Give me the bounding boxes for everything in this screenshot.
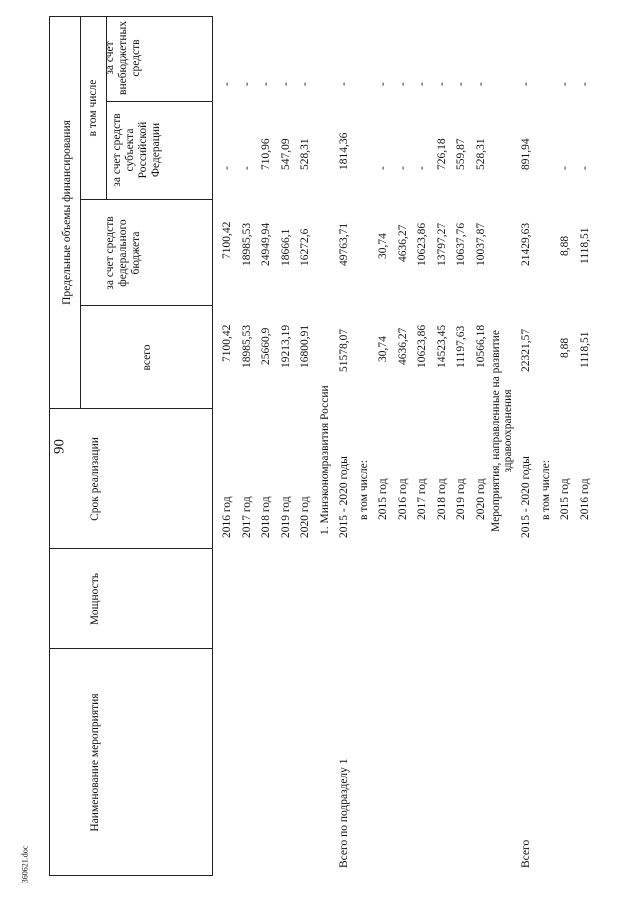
- total-cell: 7100,42: [221, 324, 233, 362]
- total-cell: 18985,53: [240, 324, 253, 368]
- period-cell: 2015 - 2020 годы: [338, 456, 350, 538]
- header-financing: Предельные объемы финансирования: [61, 120, 73, 305]
- name-cell: Всего по подразделу 1: [338, 758, 350, 868]
- table-row: [280, 16, 300, 876]
- rotated-table-frame: [49, 16, 595, 876]
- table-row: [260, 16, 280, 876]
- extra-cell: -: [240, 82, 253, 86]
- federal-cell: 7100,42: [221, 221, 233, 259]
- total-cell: 11197,63: [455, 325, 467, 368]
- extra-cell: -: [578, 82, 591, 86]
- col-divider-capacity: [49, 648, 212, 649]
- table-row: [299, 16, 319, 876]
- regional-cell: 1814,36: [338, 132, 350, 170]
- federal-cell: 4636,27: [396, 224, 409, 262]
- col-divider-period: [49, 548, 212, 549]
- table-row-total: [520, 16, 540, 876]
- table-row: [377, 16, 397, 876]
- header-name: Наименование мероприятия: [89, 693, 101, 832]
- period-cell: 2015 год: [559, 478, 571, 520]
- table-top-border: [49, 16, 50, 876]
- extra-cell: -: [416, 82, 428, 86]
- extra-cell: -: [279, 82, 292, 86]
- extra-cell: -: [520, 82, 532, 86]
- total-cell: 10566,18: [474, 324, 487, 368]
- footer-document-code: 360621.doc: [20, 845, 30, 884]
- period-cell: 2019 год: [279, 496, 292, 538]
- total-cell: 30,74: [377, 336, 389, 362]
- regional-cell: 710,96: [260, 138, 272, 170]
- federal-cell: 16272,6: [299, 228, 311, 266]
- regional-cell: 891,94: [520, 138, 532, 170]
- period-cell: в том числе:: [357, 460, 370, 520]
- extra-cell: -: [455, 82, 467, 86]
- header-federal: за счет средств федерального бюджета: [104, 216, 142, 290]
- table-row: [221, 16, 241, 876]
- regional-cell: -: [221, 166, 233, 170]
- regional-cell: -: [396, 166, 409, 170]
- federal-cell: 10623,86: [416, 222, 428, 266]
- total-cell: 14523,45: [435, 324, 448, 368]
- period-cell: в том числе:: [539, 460, 552, 520]
- regional-cell: 528,31: [299, 138, 311, 170]
- period-cell: 2016 год: [221, 496, 233, 538]
- table-row-total: [338, 16, 358, 876]
- table-row: [416, 16, 436, 876]
- extra-cell: -: [474, 82, 487, 86]
- table-row: [397, 16, 417, 876]
- extra-cell: -: [299, 82, 311, 86]
- regional-cell: -: [559, 166, 571, 170]
- federal-cell: 1118,51: [578, 227, 591, 264]
- regional-cell: 547,09: [279, 138, 292, 170]
- period-cell: 2016 год: [396, 478, 409, 520]
- extra-cell: -: [559, 82, 571, 86]
- header-bottom-border: [212, 16, 213, 876]
- federal-cell: 24949,94: [260, 222, 272, 266]
- section-heading: Мероприятия, направленные на развитие здравоохранения: [490, 330, 514, 532]
- federal-cell: 13797,27: [435, 222, 448, 266]
- period-cell: 2020 год: [474, 478, 487, 520]
- total-cell: 51578,07: [338, 328, 350, 372]
- period-cell: 2018 год: [260, 496, 272, 538]
- period-cell: 2015 - 2020 годы: [520, 456, 532, 538]
- section-heading: 1. Минэкономразвития России: [318, 385, 331, 535]
- page-number: 90: [51, 439, 68, 454]
- federal-cell: 49763,71: [338, 222, 350, 266]
- regional-cell: 726,18: [435, 138, 448, 170]
- extra-cell: -: [260, 82, 272, 86]
- period-cell: 2015 год: [377, 478, 389, 520]
- extra-cell: -: [377, 82, 389, 86]
- federal-cell: 18985,53: [240, 222, 253, 266]
- total-cell: 8,88: [559, 337, 571, 358]
- total-cell: 19213,19: [279, 324, 292, 368]
- federal-cell: 30,74: [377, 233, 389, 259]
- name-cell: Всего: [520, 839, 532, 868]
- table-left-border: [49, 875, 212, 876]
- header-including: в том числе: [87, 79, 99, 137]
- regional-cell: -: [377, 166, 389, 170]
- federal-cell: 18666,1: [279, 228, 292, 266]
- regional-cell: -: [416, 166, 428, 170]
- extra-cell: -: [435, 82, 448, 86]
- federal-cell: 8,88: [559, 235, 571, 256]
- extra-cell: -: [338, 82, 350, 86]
- table-row: [436, 16, 456, 876]
- table-row: [579, 16, 596, 876]
- header-capacity: Мощность: [89, 572, 101, 626]
- section-heading-row: [319, 16, 339, 876]
- header-regional: за счет средств субъекта Российской Федерации: [111, 113, 162, 187]
- total-cell: 25660,9: [260, 327, 272, 365]
- period-cell: 2019 год: [455, 478, 467, 520]
- table-row: [455, 16, 475, 876]
- extra-cell: -: [221, 82, 233, 86]
- regional-cell: -: [240, 166, 253, 170]
- table-row: [559, 16, 579, 876]
- regional-cell: 559,87: [455, 138, 467, 170]
- financing-table: [49, 16, 595, 876]
- total-cell: 16800,91: [299, 324, 311, 368]
- federal-cell: 10037,87: [474, 222, 487, 266]
- total-cell: 4636,27: [396, 327, 409, 365]
- period-cell: 2017 год: [240, 496, 253, 538]
- federal-cell: 10637,76: [455, 222, 467, 266]
- total-cell: 10623,86: [416, 324, 428, 368]
- federal-cell: 21429,63: [520, 222, 532, 266]
- table-row: [540, 16, 560, 876]
- table-row: [241, 16, 261, 876]
- period-cell: 2020 год: [299, 496, 311, 538]
- total-cell: 1118,51: [578, 331, 591, 368]
- regional-cell: -: [578, 166, 591, 170]
- header-extra: за счет внебюджетных средств: [104, 21, 142, 95]
- header-period: Срок реализации: [89, 437, 101, 521]
- header-total: всего: [141, 344, 153, 371]
- table-row: [358, 16, 378, 876]
- period-cell: 2016 год: [578, 478, 591, 520]
- period-cell: 2018 год: [435, 478, 448, 520]
- total-cell: 22321,57: [520, 328, 532, 372]
- financing-header-divider: [80, 16, 81, 409]
- extra-cell: -: [396, 82, 409, 86]
- regional-cell: 528,31: [474, 138, 487, 170]
- period-cell: 2017 год: [416, 478, 428, 520]
